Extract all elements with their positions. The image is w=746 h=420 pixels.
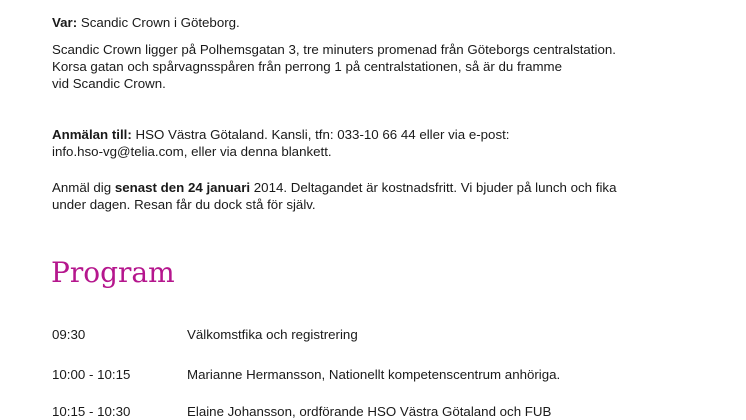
deadline-prefix: Anmäl dig (52, 180, 115, 195)
directions-line: vid Scandic Crown. (52, 76, 166, 91)
program-description: Välkomstfika och registrering (187, 327, 358, 342)
program-time: 10:15 - 10:30 (52, 404, 131, 419)
program-heading: Program (51, 256, 175, 289)
where-text: Scandic Crown i Göteborg. (77, 15, 240, 30)
deadline-paragraph (52, 179, 616, 213)
program-description: Elaine Johansson, ordförande HSO Västra Götaland och FUB (187, 404, 552, 419)
deadline-date: senast den 24 januari (114, 180, 251, 195)
deadline-suffix: 2014. Deltagandet är kostnadsfritt. Vi bjuder på lunch och fika (250, 180, 617, 195)
program-time: 10:00 - 10:15 (52, 367, 131, 382)
registration-paragraph (52, 126, 510, 160)
where-paragraph (52, 14, 240, 31)
registration-text: HSO Västra Götaland. Kansli, tfn: 033-10 66 44 eller via e-post: (131, 127, 510, 142)
deadline-line2: under dagen. Resan får du dock stå för själv. (52, 197, 316, 212)
program-description: Marianne Hermansson, Nationellt kompetenscentrum anhöriga. (187, 367, 561, 382)
directions-paragraph (52, 41, 616, 92)
registration-contact: info.hso-vg@telia.com, eller via denna blankett. (52, 144, 332, 159)
where-label: Var: (52, 15, 78, 30)
directions-line: Korsa gatan och spårvagnsspåren från perrong 1 på centralstationen, så är du framme (52, 59, 563, 74)
program-time: 09:30 (52, 327, 86, 342)
registration-label: Anmälan till: (52, 127, 132, 142)
directions-line: Scandic Crown ligger på Polhemsgatan 3, tre minuters promenad från Göteborgs centralstation. (52, 42, 616, 57)
